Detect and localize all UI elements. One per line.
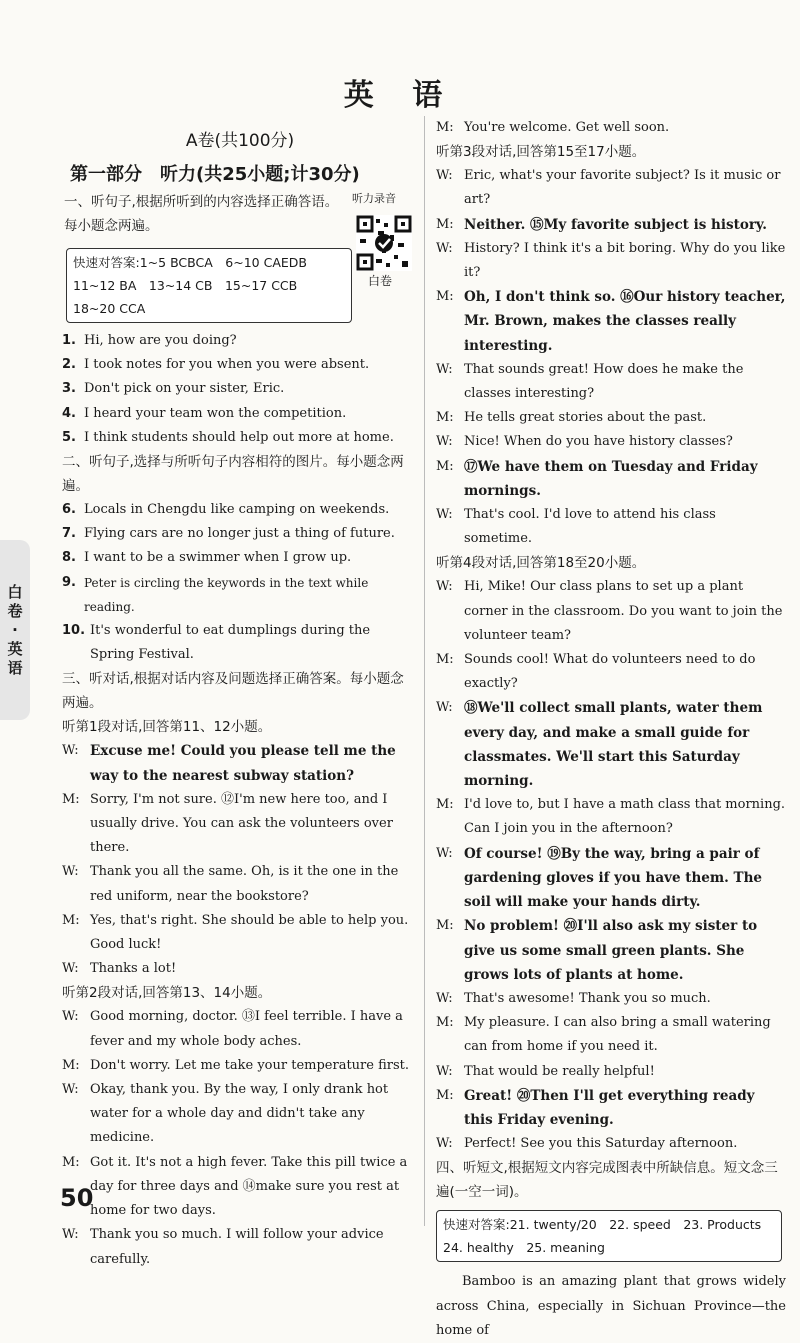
speaker: M: (62, 1154, 80, 1170)
speaker: W: (62, 961, 79, 977)
column-divider (424, 116, 425, 1226)
speaker: M: (436, 797, 454, 813)
speaker: W: (436, 1136, 453, 1152)
line-text: That sounds great! How does he make the classes interesting? (464, 361, 744, 402)
list-item (62, 426, 412, 450)
speaker: W: (436, 168, 453, 184)
speaker: M: (436, 458, 454, 474)
dialogue-line (62, 1005, 412, 1053)
dialogue-line (436, 430, 786, 454)
item-text: Don't pick on your sister, Eric. (84, 381, 285, 397)
speaker: W: (436, 361, 453, 377)
dialogue-heading: 听第2段对话,回答第13、14小题。 (62, 985, 272, 1002)
item-number: 10. (62, 623, 86, 639)
dialogue-line (62, 957, 412, 981)
line-text: That would be really helpful! (464, 1063, 655, 1079)
line-text: History? I think it's a bit boring. Why do you like it? (464, 240, 786, 281)
list-item (62, 377, 412, 401)
dialogue-line (436, 1132, 786, 1156)
dialogue-line (436, 1084, 786, 1132)
speaker: M: (436, 918, 454, 934)
list-item (62, 353, 412, 377)
line-text: Thank you so much. I will follow your advice carefully. (90, 1227, 384, 1267)
side-tab-char: 卷 (7, 601, 23, 620)
item-text: I took notes for you when you were absent. (84, 357, 370, 373)
dialogue-line (62, 1151, 412, 1224)
line-text: Thank you all the same. Oh, is it the one in the red uniform, near the bookstore? (90, 864, 399, 904)
dialogue-line (436, 455, 786, 503)
list-item (62, 571, 412, 619)
line-text: My pleasure. I can also bring a small watering can from home if you need it. (464, 1015, 771, 1055)
line-text: Oh, I don't think so. ⑯Our history teacher, Mr. Brown, makes the classes really interesting. (464, 289, 786, 354)
item-text: I think students should help out more at home. (84, 429, 394, 445)
line-text: That's cool. I'd love to attend his class sometime. (464, 507, 716, 547)
dialogue-line (436, 793, 786, 841)
dialogue-line (436, 696, 786, 793)
line-text: I'd love to, but I have a math class that morning. Can I join you in the afternoon? (464, 797, 786, 837)
item-number: 5. (62, 429, 76, 445)
page-title: 英 语 (343, 78, 457, 113)
side-tab (0, 540, 30, 720)
list-item (62, 619, 412, 667)
section-instruction: 二、听句子,选择与所听句子内容相符的图片。每小题念两遍。 (62, 454, 404, 495)
dialogue-line (436, 1011, 786, 1059)
speaker: W: (62, 1227, 79, 1243)
speaker: W: (62, 1009, 79, 1025)
item-number: 3. (62, 381, 76, 397)
item-number: 6. (62, 502, 76, 518)
passage-text: Bamboo is an amazing plant that grows widely across China, especially in Sichuan Province—the home of (436, 1274, 786, 1338)
side-tab-char: · (12, 620, 18, 639)
answer-line: 快速对答案:1~5 BCBCA 6~10 CAEDB (73, 255, 307, 270)
qr-caption: 听力录音 (352, 192, 396, 205)
dialogue-line (62, 1223, 412, 1271)
dialogue-line (62, 739, 412, 787)
qr-code-icon[interactable] (356, 215, 412, 271)
page-number: 50 (60, 1184, 94, 1212)
item-number: 9. (62, 574, 76, 590)
item-number: 4. (62, 405, 76, 421)
line-text: Eric, what's your favorite subject? Is it music or art? (464, 168, 781, 208)
speaker: M: (436, 410, 454, 426)
speaker: M: (62, 791, 80, 807)
dialogue-line (62, 860, 412, 908)
line-text: Nice! When do you have history classes? (464, 434, 733, 450)
line-text: Thanks a lot! (90, 961, 177, 977)
line-text: Neither. ⑮My favorite subject is history. (464, 216, 767, 233)
list-item (62, 498, 412, 522)
item-text: Flying cars are no longer just a thing of future. (84, 526, 395, 542)
item-number: 2. (62, 357, 76, 373)
line-text: Perfect! See you this Saturday afternoon. (464, 1136, 738, 1152)
speaker: W: (436, 434, 453, 450)
dialogue-line (62, 909, 412, 957)
item-number: 1. (62, 333, 76, 348)
item-text: Peter is circling the keywords in the text while reading. (84, 575, 369, 614)
section-instruction: 三、听对话,根据对话内容及问题选择正确答案。每小题念两遍。 (62, 671, 404, 712)
list-item (62, 546, 412, 570)
dialogue-line (436, 1060, 786, 1084)
list-item (62, 329, 412, 353)
speaker: W: (436, 990, 453, 1006)
speaker: W: (62, 1082, 79, 1098)
line-text: Sounds cool! What do volunteers need to do exactly? (464, 652, 756, 692)
dialogue-line (436, 285, 786, 358)
speaker: M: (436, 216, 454, 232)
dialogue-line (436, 406, 786, 430)
line-text: ⑰We have them on Tuesday and Friday mornings. (464, 458, 758, 499)
dialogue-line (436, 648, 786, 696)
speaker: M: (62, 912, 80, 928)
dialogue-line (62, 1054, 412, 1078)
speaker: W: (436, 1063, 453, 1079)
line-text: Yes, that's right. She should be able to help you. Good luck! (90, 912, 409, 953)
dialogue-line (436, 358, 786, 406)
item-number: 7. (62, 526, 76, 542)
dialogue-heading: 听第1段对话,回答第11、12小题。 (62, 719, 272, 736)
speaker: W: (436, 700, 453, 716)
dialogue-line (62, 788, 412, 861)
paper-heading: A卷(共100分) (185, 131, 295, 151)
dialogue-line (436, 116, 786, 140)
section-instruction: 四、听短文,根据短文内容完成图表中所缺信息。短文念三遍(一空一词)。 (436, 1160, 778, 1201)
line-text: You're welcome. Get well soon. (464, 120, 670, 135)
dialogue-line (436, 503, 786, 551)
speaker: W: (436, 507, 453, 523)
speaker: W: (62, 864, 79, 880)
speaker: M: (436, 1015, 454, 1031)
item-number: 8. (62, 550, 76, 566)
answer-box-1 (66, 248, 352, 323)
right-column (436, 116, 786, 1343)
side-tab-char: 语 (7, 658, 23, 677)
line-text: Sorry, I'm not sure. ⑫I'm new here too, and I usually drive. You can ask the volunteers over there. (90, 791, 393, 856)
line-text: Hi, Mike! Our class plans to set up a plant corner in the classroom. Do you want to join the volunteer team? (464, 579, 783, 643)
speaker: M: (436, 289, 454, 305)
speaker: W: (62, 743, 79, 759)
speaker: M: (436, 652, 454, 668)
answer-line: 11~12 BA 13~14 CB 15~17 CCB (73, 278, 298, 293)
line-text: ⑱We'll collect small plants, water them every day, and make a small guide for classmates. We'll start this Saturday morning. (464, 700, 763, 790)
answer-line: 18~20 CCA (73, 301, 146, 316)
speaker: M: (436, 1087, 454, 1103)
line-text: Great! ⑳Then I'll get everything ready this Friday evening. (464, 1087, 755, 1128)
item-text: It's wonderful to eat dumplings during the Spring Festival. (90, 623, 371, 663)
item-text: I heard your team won the competition. (84, 405, 347, 421)
dialogue-line (62, 1078, 412, 1151)
answer-box-2: 快速对答案:21. twenty/20 22. speed 23. Products 24. healthy 25. meaning (436, 1210, 782, 1262)
line-text: Don't worry. Let me take your temperature first. (90, 1057, 409, 1073)
speaker: W: (436, 240, 453, 256)
speaker: M: (436, 120, 454, 135)
line-text: Okay, thank you. By the way, I only drank hot water for a whole day and didn't take any medicine. (90, 1082, 389, 1146)
line-text: Good morning, doctor. ⑬I feel terrible. I have a fever and my whole body aches. (90, 1009, 403, 1049)
speaker: M: (62, 1057, 80, 1073)
dialogue-line (436, 575, 786, 648)
qr-sub-caption: 白卷 (368, 274, 393, 288)
item-text: Locals in Chengdu like camping on weekends. (84, 502, 390, 518)
item-text: I want to be a swimmer when I grow up. (84, 550, 352, 566)
side-tab-char: 白 (7, 582, 23, 601)
line-text: Of course! ⑲By the way, bring a pair of gardening gloves if you have them. The soil will make your hands dirty. (464, 845, 763, 911)
item-text: Hi, how are you doing? (84, 333, 237, 348)
list-item (62, 522, 412, 546)
line-text: Excuse me! Could you please tell me the way to the nearest subway station? (90, 743, 396, 784)
speaker: W: (436, 845, 453, 861)
dialogue-line (436, 842, 786, 915)
dialogue-line (436, 164, 786, 212)
speaker: W: (436, 579, 453, 595)
line-text: He tells great stories about the past. (464, 410, 707, 426)
dialogue-heading: 听第4段对话,回答第18至20小题。 (436, 555, 646, 572)
list-item (62, 402, 412, 426)
line-text: No problem! ⑳I'll also ask my sister to give us some small green plants. She grows lots of plants at home. (464, 918, 758, 983)
dialogue-line (436, 987, 786, 1011)
line-text: Got it. It's not a high fever. Take this pill twice a day for three days and ⑭make sure you rest at home for two days. (90, 1154, 408, 1219)
dialogue-line (436, 914, 786, 987)
listening-items-1 (62, 329, 412, 1272)
section-instruction: 一、听句子,根据所听到的内容选择正确答语。每小题念两遍。 (64, 194, 339, 234)
part-heading: 第一部分 听力(共25小题;计30分) (70, 164, 360, 185)
side-tab-char: 英 (7, 639, 23, 658)
dialogue-line (436, 213, 786, 237)
dialogue-heading: 听第3段对话,回答第15至17小题。 (436, 144, 646, 161)
line-text: That's awesome! Thank you so much. (464, 990, 711, 1006)
dialogue-line (436, 237, 786, 285)
